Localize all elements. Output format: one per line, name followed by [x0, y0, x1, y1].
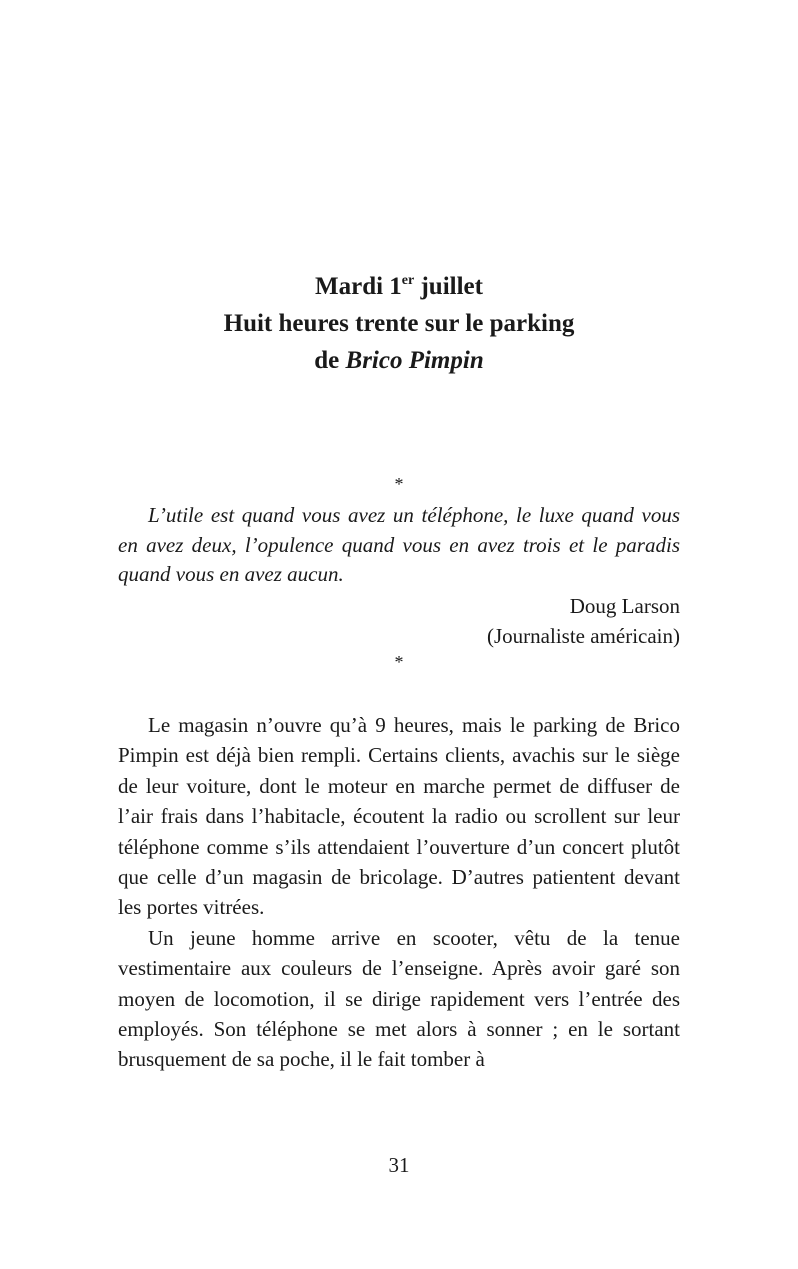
chapter-heading-date-superscript: er — [401, 273, 415, 288]
chapter-heading-store — [118, 342, 680, 379]
epigraph-attribution — [118, 591, 680, 651]
chapter-heading-date-suffix: juillet — [414, 273, 483, 300]
separator-star-top: * — [394, 474, 404, 494]
separator-star-bottom: * — [394, 652, 404, 672]
epigraph-author: Doug Larson — [569, 594, 680, 618]
body-paragraph: Le magasin n’ouvre qu’à 9 heures, mais le parking de Brico Pimpin est déjà bien rempli. Certains clients, avachis sur le siège de leur voiture, dont le moteur en marche permet de diffuser de l’air frais dans l’habitacle, écoutent la radio ou scrollent sur leur téléphone comme s’ils attendaient l’ouverture d’un concert plutôt que celle d’un magasin de bricolage. D’autres patientent devant les portes vitrées. — [118, 713, 680, 920]
epigraph-quote: L’utile est quand vous avez un téléphone, le luxe quand vous en avez deux, l’opulence quand vous en avez trois et le paradis quand vous en avez aucun. — [118, 503, 680, 586]
chapter-heading-date-prefix: Mardi 1 — [315, 273, 402, 300]
chapter-heading-date — [118, 268, 680, 305]
chapter-heading — [118, 268, 680, 379]
body-paragraph: Un jeune homme arrive en scooter, vêtu de la tenue vestimentaire aux couleurs de l’enseigne. Après avoir garé son moyen de locomotion, il se dirige rapidement vers l’entrée des employés. Son téléphone se met alors à sonner ; en le sortant brusquement de sa poche, il le fait tomber à — [118, 925, 680, 1072]
chapter-heading-time-place: Huit heures trente sur le parking — [223, 310, 575, 337]
page-number: 31 — [388, 1153, 410, 1177]
epigraph-author-note: (Journaliste américain) — [487, 624, 680, 648]
chapter-heading-store-name: Brico Pimpin — [345, 347, 484, 374]
body-text — [118, 710, 680, 1075]
chapter-heading-store-prefix: de — [314, 347, 346, 374]
book-page — [118, 0, 680, 1269]
